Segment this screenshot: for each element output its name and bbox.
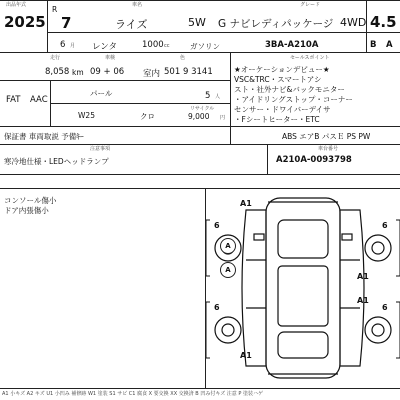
ac-type: AAC <box>30 95 48 105</box>
chassis-label: 車台番号 <box>318 146 339 152</box>
year-number: 7 <box>61 14 72 32</box>
mileage-label: 走行 <box>50 55 61 61</box>
equipment-line-6: ・Fシートヒーター・ETC <box>234 115 320 124</box>
tire-mark-front-left: 6 <box>214 221 220 230</box>
tire-mark-rear-left: 6 <box>214 303 220 312</box>
fuel-type: ガソリン <box>190 42 220 51</box>
grade-code: 5W <box>188 16 206 29</box>
footer-line <box>0 388 400 389</box>
inspector-line-1: コンソール傷小 <box>4 196 57 205</box>
damage-mark-a1-top: A1 <box>240 199 252 208</box>
interior-grade: B <box>370 40 377 50</box>
mileage-value: 8,058 <box>45 67 70 77</box>
notes-vline <box>267 144 268 174</box>
color-code: 501 <box>164 67 181 77</box>
tire-mark-rear-right: 6 <box>382 303 388 312</box>
tire-size: W25 <box>78 111 95 120</box>
notes-bottom <box>0 174 400 175</box>
color-label: 色 <box>180 55 186 61</box>
displacement-unit: cc <box>164 43 170 49</box>
equipment-line-3: スト・社外ナビ&バックモニター <box>234 85 345 94</box>
car-name: ライズ <box>115 18 148 31</box>
damage-mark-a1-right-2: A1 <box>357 296 369 305</box>
tire-mark-front-right: 6 <box>382 221 388 230</box>
equipment-line-4: ・アイドリングストップ・コーナー <box>234 95 353 104</box>
model-year: 2025 <box>4 13 46 31</box>
divider-v1 <box>47 0 48 52</box>
mileage-unit: km <box>72 68 84 77</box>
frame-top <box>0 0 400 1</box>
auction-score: 4.5 <box>370 13 397 31</box>
color-name: パール <box>90 89 113 98</box>
divider-score <box>366 0 367 52</box>
equipment-line-2: VSC&TRC・スマートアシ <box>234 75 322 84</box>
inspection-label: 車検 <box>105 55 116 61</box>
model-code: 3BA-A210A <box>265 40 319 50</box>
recycle-label: リサイクル <box>190 106 215 112</box>
car-diagram <box>206 190 400 386</box>
shift-type: FAT <box>6 95 21 105</box>
damage-mark-a1-bottom: A1 <box>240 351 252 360</box>
equip-vline <box>230 52 231 144</box>
notes-bottom-2 <box>0 188 400 189</box>
inspector-line-2: ドア内張傷小 <box>4 206 49 215</box>
equipment-line-5: センサー・ドワイバーデイサ <box>234 105 331 114</box>
footer-legend: A1 小キズ A2 キズ U1 小凹み 補修跡 W1 塗装 S1 サビ C1 腐食 X 要交換 XX 交換済 B 凹み付キズ 注意 P 塗装ハゲ <box>2 391 263 397</box>
specs-row3 <box>0 126 230 127</box>
equip-opt-line <box>230 126 400 127</box>
specs-bottom <box>0 144 400 145</box>
notes-text: 寒冷地仕様・LEDヘッドランプ <box>4 157 109 166</box>
header-bottom <box>0 52 400 53</box>
grade-label: グレード <box>300 2 321 8</box>
color-code-label: 室内 <box>143 69 161 79</box>
header-mid-line <box>48 32 400 33</box>
year-label: 出品年式 <box>6 2 27 8</box>
seats-unit: 人 <box>215 94 221 100</box>
specs-row1 <box>0 80 230 81</box>
chassis-number: A210A-0093798 <box>276 155 352 165</box>
displacement: 1000 <box>142 40 164 50</box>
grade-name: G ナビレディパッケージ <box>218 18 334 30</box>
month-value: 6 <box>60 40 66 50</box>
history: クロ <box>140 112 155 121</box>
exterior-grade: A <box>386 40 393 50</box>
inspection-value: 09 + 06 <box>90 67 125 77</box>
equipment-title: セールスポイント <box>290 55 330 61</box>
notes-title: 注意事項 <box>90 146 111 152</box>
documents: 保証書 車両取説 予備ｷｰ <box>4 132 84 141</box>
maker-label: 車名 <box>132 2 143 8</box>
equipment-options: ABS エアB パスＥ PS PW <box>282 132 371 141</box>
equipment-line-1: ★オーケーションデビュー★ <box>234 65 330 74</box>
recycle-unit: 円 <box>220 115 226 121</box>
month-unit: 月 <box>70 43 76 49</box>
usage-type: レンタ <box>92 42 117 52</box>
damage-mark-a1-right: A1 <box>357 272 369 281</box>
circle-mark-left-top: A <box>220 238 236 254</box>
extra-code: 9 3141 <box>183 67 213 77</box>
maker-code: R <box>52 5 58 14</box>
specs-row2 <box>50 103 230 104</box>
seats: 5 <box>205 91 211 101</box>
circle-mark-left-bottom: A <box>220 262 236 278</box>
drive-type: 4WD <box>340 16 367 29</box>
recycle-fee: 9,000 <box>188 112 210 121</box>
